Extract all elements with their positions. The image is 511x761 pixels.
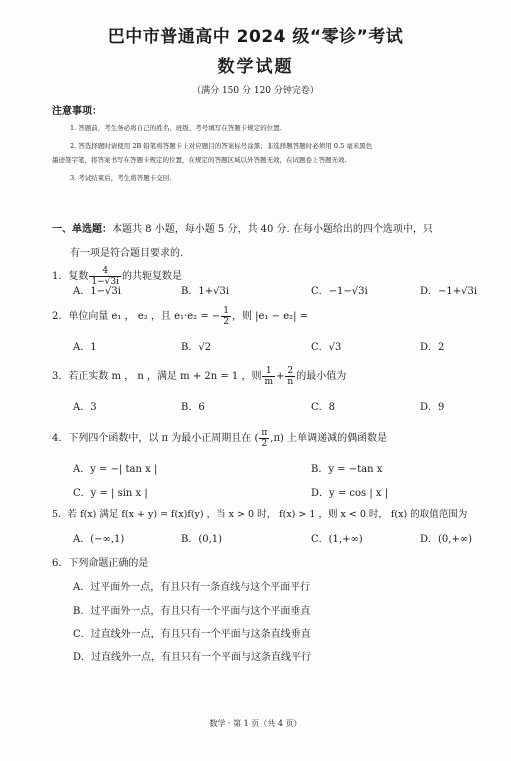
- option-d: D．y = cos | x |: [311, 488, 389, 499]
- fraction: $\frac{4}{1-√3i}$: [91, 266, 119, 287]
- option-a: A．(−∞,1): [73, 534, 125, 545]
- fraction: $\frac{1}{2}$: [223, 306, 229, 327]
- option-a: A．y = −| tan x |: [73, 464, 158, 475]
- fraction: $\frac{2}{n}$: [287, 366, 294, 387]
- question-4: 4．下列四个函数中，以 π 为最小正周期且在 ( $\frac{\pi}{2}$ ,π) 上单调递减的偶函数是: [52, 428, 388, 449]
- option-b: B．y = −tan x: [311, 464, 383, 475]
- notice-item-1: 1. 答题前，考生务必将自己的姓名、班级、考号填写在答题卡规定的位置.: [70, 124, 282, 132]
- notice-item-2: 2. 答选择题时请使用 2B 铅笔将答题卡上对应题目的答案标号涂黑；非选择题答题时必须用 0.5 毫米黑色: [70, 142, 373, 150]
- option-c: C．−1−√3i: [311, 286, 368, 297]
- option-c: C．y = | sin x |: [73, 488, 148, 499]
- exam-subtitle: 数学试题: [217, 57, 294, 77]
- fraction: $\frac{\pi}{2}$: [261, 428, 268, 449]
- question-3: 3．若正实数 m ， n ，满足 m + 2n = 1 ，则 $\frac{1}{m}$ + $\frac{2}{n}$ 的最小值为: [52, 366, 347, 387]
- notice-item-3: 3. 考试结束后，考生将答题卡交回.: [70, 174, 172, 182]
- page-footer: 数学 · 第 1 页（共 4 页）: [209, 719, 302, 728]
- option-c: C．√3: [311, 342, 342, 353]
- option-b: B．(0,1): [181, 534, 223, 545]
- question-1: 1．复数 $\frac{4}{1-√3i}$ 的共轭复数是: [52, 266, 182, 287]
- option-b: B．6: [181, 402, 205, 413]
- section-single-choice: [52, 218, 492, 266]
- option-d: D．9: [420, 402, 445, 413]
- fraction: $\frac{1}{m}$: [264, 366, 274, 387]
- option-a: A．1−√3i: [73, 286, 121, 297]
- score-time-line: （满分 150 分 120 分钟完卷）: [192, 86, 319, 96]
- option-b: B．√2: [181, 342, 212, 353]
- option-d: D．−1+√3i: [420, 286, 478, 297]
- question-2: 2．单位向量 e₁ ， e₂ ，且 e₁·e₂ = − $\frac{1}{2}$ ，则 |e₁ − e₂| =: [52, 306, 309, 327]
- section-label: 一、单选题：: [52, 224, 112, 235]
- option-d: D．(0,+∞): [420, 534, 473, 545]
- option-a: A．3: [73, 402, 97, 413]
- question-6: 6．下列命题正确的是: [52, 558, 149, 569]
- exam-title: 巴中市普通高中 2024 级“零诊”考试: [107, 27, 404, 47]
- option-b: B．1+√3i: [181, 286, 230, 297]
- section-intro-cont: 有一项是符合题目要求的.: [70, 248, 184, 259]
- notice-heading: 注意事项：: [52, 106, 102, 117]
- question-5: 5．若 f(x) 满足 f(x + y) = f(x)f(y) ，当 x > 0 时， f(x) > 1 ，则 x < 0 时， f(x) 的取值范围为: [52, 509, 468, 520]
- section-intro: 本题共 8 小题，每小题 5 分，共 40 分. 在每小题给出的四个选项中，只: [112, 224, 433, 235]
- exam-page: 巴中市普通高中 2024 级“零诊”考试 数学试题 （满分 150 分 120 分钟完卷） 注意事项： 1. 答题前，考生务必将自己的姓名、班级、考号填写在答题卡规定的位置. 2. 答选择题时请使用 2B 铅笔将答题卡上对应题目的答案标号涂黑；非选择题答题时必须用 0.5 毫米黑色 墨迹签字笔，将答案书写在答题卡规定的位置，在规定的答题区域以外答题无效，在试题卷上答题无效. 3. 考试结束后，考生将答题卡交回. 一、单选题：本题共 8 小题，每小题 5 分，共 40 分. 在每小题给出的四个选项中，只 有一项是符合题目要求的. 1．复数 $\frac{4}{1-√3i}$ 的共轭复数是 A．1−√3i B．1+√3i C．−1−√3i D．−1+√3i 2．单位向量 e₁ ， e₂ ，且 e₁·e₂ = − $\frac{1}{2}$ ，则 |e₁ − e₂| = A．1 B．√2 C．√3 D．2 3．若正实数 m ， n ，满足 m + 2n = 1 ，则 $\frac{1}{m}$ + $\frac{2}{n}$ 的最小值为 A．3 B．6 C．8 D．9 4．下列四个函数中，以 π 为最小正周期且在 ( $\frac{\pi}{2}$ ,π) 上单调递减的偶函数是 A．y = −| tan x | B．y = −tan x C．y = | sin x | D．y = cos | x | 5．若 f(x) 满足 f(x + y) = f(x)f(y) ，当 x > 0 时， f(x) > 1 ，则 x < 0 时， f(x) 的取值范围为 A．(−∞,1) B．(0,1) C．(1,+∞) D．(0,+∞) 6．下列命题正确的是 A．过平面外一点，有且只有一条直线与这个平面平行 B．过平面外一点，有且只有一个平面与这个平面垂直 C．过直线外一点，有且只有一个平面与这条直线垂直 D．过直线外一点，有且只有一个平面与这条直线平行 数学 · 第 1 页（共 4 页）: [0, 0, 511, 761]
- option-d: D．2: [420, 342, 445, 353]
- notice-item-2-cont: 墨迹签字笔，将答案书写在答题卡规定的位置，在规定的答题区域以外答题无效，在试题卷上答题无效.: [52, 156, 347, 164]
- option-c: C．(1,+∞): [311, 534, 363, 545]
- option-c: C．8: [311, 402, 336, 413]
- option-a: A．1: [73, 342, 97, 353]
